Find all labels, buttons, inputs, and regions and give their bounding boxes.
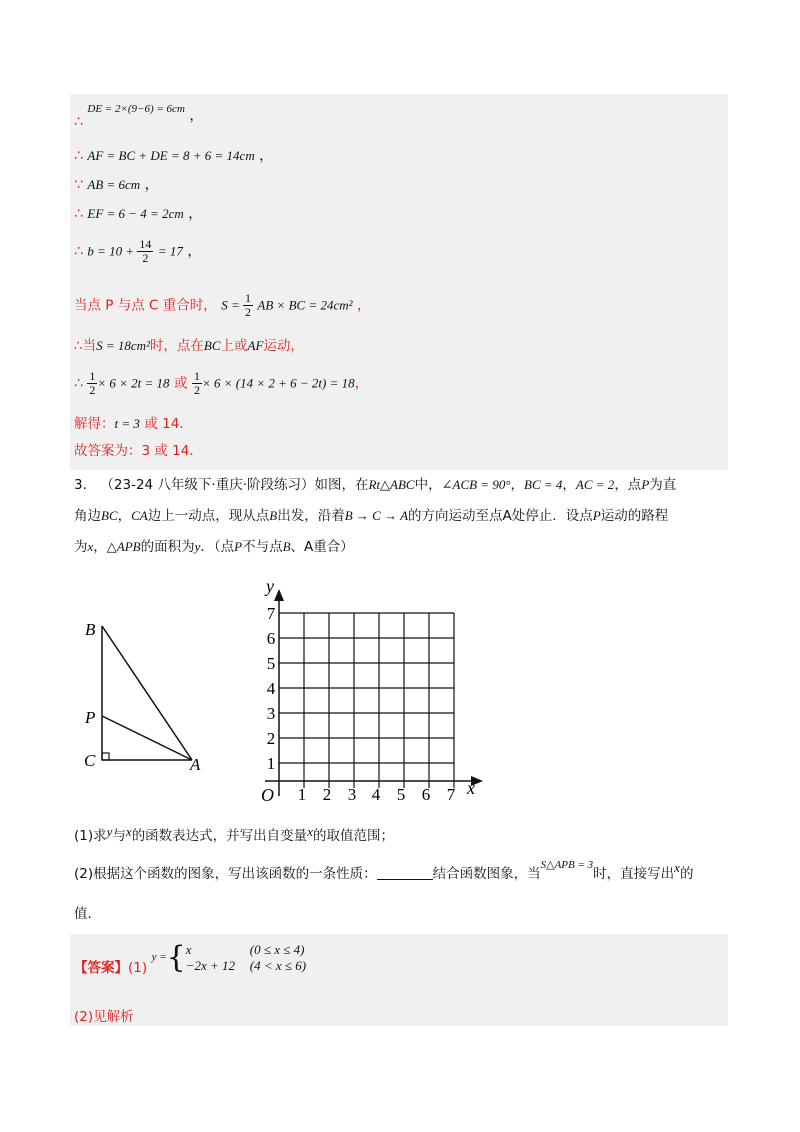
- var-x: x: [674, 860, 680, 875]
- triangle-apb: △APB: [106, 539, 141, 554]
- sep: ，: [562, 477, 576, 493]
- x-tick: 6: [421, 785, 431, 804]
- y-tick: 4: [266, 679, 276, 698]
- sep: ，: [117, 508, 132, 524]
- solve-label: 解得：: [74, 416, 115, 432]
- step-comma: ，: [144, 177, 159, 193]
- final-answer: [74, 441, 203, 461]
- step-comma: ，: [187, 243, 202, 260]
- case-1-expr: x: [185, 942, 192, 957]
- answer-part-1: [74, 942, 306, 982]
- text: 的面积为: [140, 539, 195, 555]
- grid-lines: [279, 613, 454, 788]
- fraction-numerator: 1: [89, 369, 96, 383]
- case-1: [186, 942, 306, 958]
- fraction-denominator: 2: [244, 305, 251, 319]
- fraction: [137, 238, 153, 265]
- text: 重合）: [313, 539, 354, 555]
- y-tick: 3: [266, 704, 276, 723]
- text: 值．: [74, 906, 101, 922]
- question-2-cont: [74, 904, 734, 924]
- x-tick: 1: [297, 785, 307, 804]
- when-prefix: ∴当: [74, 338, 97, 354]
- text: 不与点: [242, 539, 283, 555]
- when-text: 时，点在: [149, 338, 204, 354]
- area-pre: S =: [221, 297, 243, 313]
- therefore-symbol: ∴: [74, 243, 83, 260]
- var-x: x: [125, 824, 132, 839]
- therefore-symbol: ∴: [74, 206, 83, 222]
- x-tick: 2: [322, 785, 332, 804]
- y-tick: 2: [266, 729, 276, 748]
- step-expression: DE = 2×(9−6) = 6cm: [87, 103, 185, 115]
- triangle-figure: [80, 610, 210, 780]
- point-b: B: [282, 539, 291, 554]
- path: B → C → A: [344, 508, 409, 523]
- text-line1-end: 为直: [649, 477, 677, 493]
- equation-1: × 6 × 2t = 18: [97, 375, 170, 391]
- red-step-area: [74, 292, 371, 319]
- text: 为: [74, 539, 88, 555]
- label-a: A: [190, 755, 201, 774]
- text: 的函数表达式，并写出自变量: [131, 828, 308, 844]
- problem-line-1: [74, 475, 734, 495]
- y-tick: 6: [266, 629, 276, 648]
- problem-number: 3．: [74, 477, 97, 493]
- area-condition: S△APB = 3: [540, 859, 594, 871]
- case-1-cond: (0 ≤ x ≤ 4): [249, 942, 305, 957]
- text: 结合函数图象，当: [432, 866, 541, 882]
- piecewise-cases: [186, 942, 306, 974]
- brace: {: [166, 940, 186, 975]
- when-end: 运动，: [263, 338, 304, 354]
- y-tick: 1: [266, 754, 276, 773]
- step-expression: AF = BC + DE = 8 + 6 = 14cm: [87, 148, 255, 163]
- text: 出发，沿着: [277, 508, 345, 524]
- side-ab: [102, 626, 192, 760]
- label-c: C: [84, 751, 96, 770]
- equation-or: 或: [174, 375, 188, 392]
- point-b: B: [269, 508, 278, 523]
- answer-part-1-label: (1): [128, 960, 148, 976]
- solve-expression: t = 3: [114, 416, 140, 431]
- var-y: y: [194, 539, 201, 554]
- red-step-solve: [74, 414, 193, 434]
- fraction-denominator: 2: [193, 383, 200, 397]
- segment-bc: BC: [101, 508, 118, 523]
- sep: ，: [93, 539, 107, 555]
- case-2-cond: (4 < x ≤ 6): [249, 958, 307, 973]
- text: 边上一动点，现从点: [147, 508, 270, 524]
- y-axis-label: y: [266, 580, 274, 596]
- when-or: 上或: [220, 338, 248, 354]
- triangle-name: Rt△ABC: [368, 477, 415, 492]
- because-symbol: ∵: [74, 177, 83, 193]
- text: 与: [112, 828, 126, 844]
- var-x: x: [307, 824, 313, 839]
- var-y: y: [106, 824, 113, 839]
- origin-label: O: [261, 785, 274, 805]
- sep: 、: [290, 539, 305, 555]
- sep: ，: [510, 477, 525, 493]
- y-tick: 5: [266, 654, 276, 673]
- text: 的: [679, 866, 694, 882]
- text: 处停止．设点: [511, 508, 593, 524]
- step-comma: ，: [188, 206, 203, 222]
- step-expression-pre: b = 10 +: [87, 243, 138, 259]
- therefore-symbol: ∴: [74, 148, 83, 164]
- text: 运动的路程: [600, 508, 669, 524]
- therefore-symbol: ∴: [74, 375, 83, 392]
- answer-label: 【答案】: [74, 960, 128, 976]
- fraction: [243, 292, 253, 319]
- fraction-numerator: 14: [139, 237, 152, 251]
- text: 时，直接写出: [593, 866, 675, 882]
- y-equals: y =: [151, 951, 167, 963]
- step-expression: AB = 6cm: [87, 177, 141, 192]
- coincide-text: 当点 P 与点 C 重合时，: [74, 297, 217, 314]
- point-p: P: [641, 477, 650, 492]
- question-1: [74, 826, 734, 846]
- fraction-numerator: 1: [244, 291, 251, 305]
- case-2: [186, 958, 306, 974]
- fraction-denominator: 2: [142, 251, 149, 265]
- x-tick: 4: [371, 785, 381, 804]
- red-step-when: [74, 336, 304, 356]
- x-tick-labels: [298, 785, 456, 804]
- solution-step-1: [74, 100, 204, 130]
- x-axis-label: x: [467, 778, 475, 798]
- text: (2)根据这个函数的图象，写出该函数的一条性质：: [74, 866, 377, 882]
- step-comma: ，: [189, 108, 204, 124]
- solution-step-2: [74, 146, 273, 166]
- answer-part-2-text: (2)见解析: [74, 1009, 134, 1025]
- area-comma: ，: [356, 297, 371, 314]
- label-p: P: [85, 708, 96, 727]
- step-expression-post: = 17: [157, 243, 183, 259]
- problem-source: （23-24 八年级下·重庆·阶段练习）如图，在: [100, 477, 369, 493]
- point-p: P: [234, 539, 243, 554]
- fraction-numerator: 1: [193, 369, 200, 383]
- case-2-expr: −2x + 12: [185, 958, 236, 973]
- equation-2: × 6 × (14 × 2 + 6 − 2t) = 18: [201, 375, 355, 391]
- answer-blank[interactable]: [377, 865, 433, 880]
- right-angle-mark: [102, 753, 109, 760]
- coordinate-grid: [255, 580, 490, 805]
- red-step-equations: [74, 370, 369, 397]
- x-tick: 3: [347, 785, 357, 804]
- solve-rest: 或 14．: [144, 416, 193, 432]
- solution-step-5: [74, 238, 201, 265]
- segment-af: AF: [247, 338, 264, 353]
- problem-line-2: [74, 506, 734, 526]
- fraction: [192, 370, 202, 397]
- point-p: P: [592, 508, 601, 523]
- text: 角边: [74, 508, 101, 524]
- text: ．（点: [200, 539, 235, 555]
- x-tick: 7: [446, 785, 456, 804]
- text: 的方向运动至点: [408, 508, 503, 524]
- text: 的取值范围；: [312, 828, 394, 844]
- final-answer-text: 故答案为：3 或 14．: [74, 443, 203, 459]
- var-x: x: [87, 539, 94, 554]
- solution-step-4: [74, 204, 202, 224]
- point-a: A: [304, 539, 314, 555]
- text-point: ，点: [614, 477, 642, 493]
- therefore-symbol: ∴: [74, 114, 83, 130]
- answer-part-2: [74, 1007, 134, 1027]
- solution-step-3: [74, 175, 159, 195]
- step-comma: ，: [259, 148, 274, 164]
- angle-acb: ∠ACB = 90°: [441, 477, 511, 492]
- problem-line-3: [74, 537, 734, 557]
- segment-ca: CA: [131, 508, 148, 523]
- step-expression: EF = 6 − 4 = 2cm: [87, 206, 184, 221]
- y-axis-arrow: [274, 589, 284, 601]
- area-post: AB × BC = 24cm²: [257, 297, 353, 313]
- segment-bc: BC: [203, 338, 221, 353]
- equation-comma: ，: [354, 375, 369, 392]
- bc-length: BC = 4: [524, 477, 563, 492]
- ac-length: AC = 2: [575, 477, 615, 492]
- x-tick: 5: [396, 785, 406, 804]
- question-2: [74, 859, 734, 885]
- y-tick-labels: [267, 604, 276, 773]
- segment-pa: [102, 716, 192, 760]
- fraction: [87, 370, 97, 397]
- y-tick: 7: [266, 604, 276, 623]
- label-b: B: [85, 620, 96, 639]
- fraction-denominator: 2: [89, 383, 96, 397]
- when-expression: S = 18cm²: [96, 338, 150, 353]
- point-a: A: [502, 508, 512, 524]
- text-in: 中，: [414, 477, 442, 493]
- text: (1)求: [74, 828, 107, 844]
